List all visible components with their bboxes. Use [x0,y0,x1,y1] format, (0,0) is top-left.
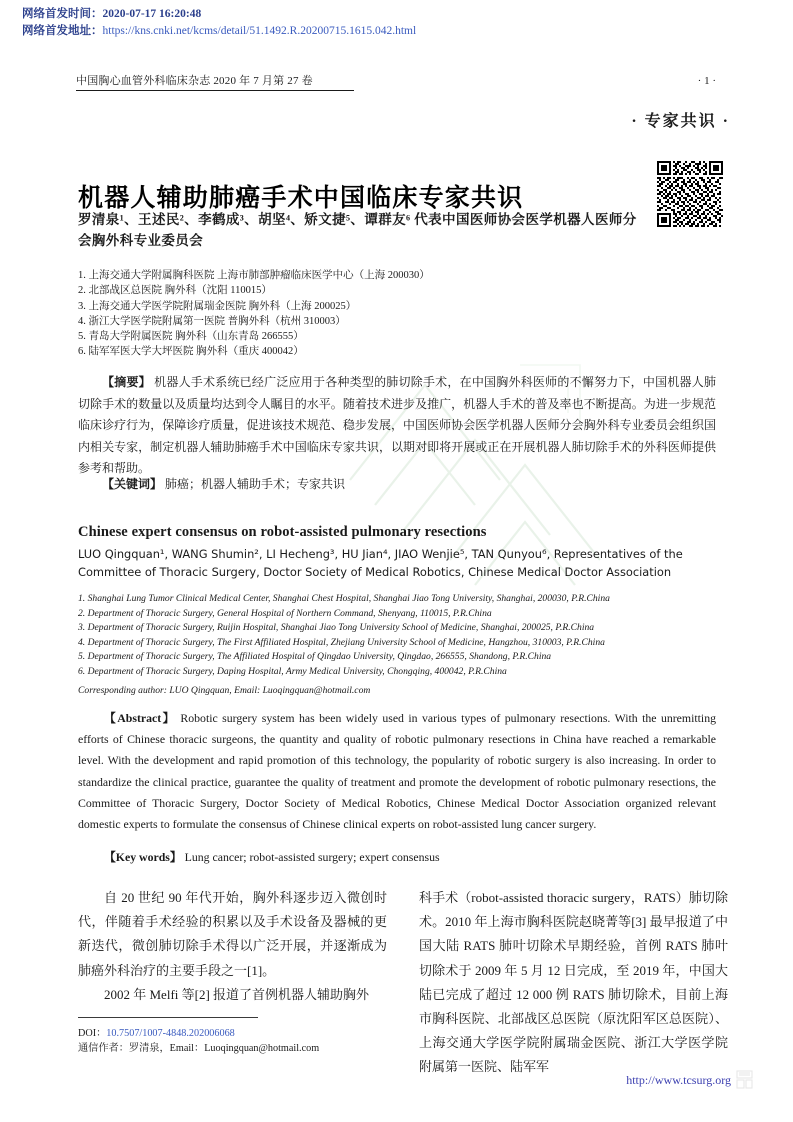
running-head-journal: 中国胸心血管外科临床杂志 2020 年 7 月第 27 卷 [76,75,313,87]
article-title-english: Chinese expert consensus on robot-assisted pulmonary resections [78,524,487,541]
abstract-english-text: Robotic surgery system has been widely used in various types of pulmonary resections. With the unremitting efforts of Chinese thoracic surgeons, the quantity and quality of robotic pulmonary resections in China have reached a remarkable level. With the development and rapid promotion of this technology, the popularity of robotic surgery is also increasing. In order to standardize the clinical practice, guarantee the quality of treatment and promote the development of robotic pulmonary resections, the Committee of Thoracic Surgery, Doctor Society of Medical Robotics, Chinese Medical Doctor Association organized relevant domestic experts to formulate the consensus of Chinese clinical experts on robot-assisted lung cancer surgery. [78,711,717,832]
body-paragraph: 2002 年 Melfi 等[2] 报道了首例机器人辅助胸外 [104,986,370,1002]
keywords-english [78,848,716,865]
doi-label: DOI： [78,1028,107,1039]
article-category-label: · 专家共识 · [631,113,730,130]
body-paragraph: 科手术（robot-assisted thoracic surgery，RATS）肺切除术。2010 年上海市胸科医院赵晓菁等[3] 最早报道了中国大陆 RATS 肺叶切除术早期经验，首例 RATS 肺叶切除术于 2009 年 5 月 12 日完成，至 2019 年，中国大陆已完成了超过 12 000 例 RATS 肺切除术，目前上海市胸科医院、北部战区总医院（原沈阳军区总医院）、上海交通大学医学院附属瑞金医院、浙江大学医学院附属第一医院、陆军军 [419,890,728,1075]
corresponding-author-line [78,1041,438,1056]
corresponding-author-label: 通信作者： [78,1043,129,1054]
running-head [76,72,716,91]
cnki-release-url-line [22,23,762,40]
keywords-chinese [78,474,716,496]
affiliation-item: 5. 青岛大学附属医院 胸外科（山东青岛 266555） [78,331,304,343]
cnki-release-time-value: 2020-07-17 16:20:48 [102,8,202,20]
authors-english: LUO Qingquan¹, WANG Shumin², LI Hecheng³, HU Jian⁴, JIAO Wenjie⁵, TAN Qunyou⁶, Representatives of the Committee of Thoracic Surgery, Doctor Society of Medical Robotics, Chinese Medical Doctor Association [78,547,683,579]
body-column-right [419,886,728,1080]
journal-website-url[interactable]: http://www.tcsurg.org [626,1073,731,1087]
affiliation-item: 2. 北部战区总医院 胸外科（沈阳 110015） [78,285,272,297]
doi-value[interactable]: 10.7507/1007-4848.202006068 [106,1028,235,1039]
article-title-chinese: 机器人辅助肺癌手术中国临床专家共识 [78,182,524,212]
qr-code-icon[interactable] [657,161,723,227]
affiliation-item: 4. 浙江大学医学院附属第一医院 普胸外科（杭州 310003） [78,315,346,327]
affiliation-item: 3. Department of Thoracic Surgery, Ruijin Hospital, Shanghai Jiao Tong University School of Medicine, Shanghai, 200025, P.R.China [78,622,595,634]
affiliation-item: 4. Department of Thoracic Surgery, The First Affiliated Hospital, Zhejiang University School of Medicine, Hangzhou, 310003, P.R.China [78,636,605,648]
affiliation-item: 6. 陆军军医大学大坪医院 胸外科（重庆 400042） [78,346,304,358]
affiliations-english [78,592,728,680]
corresponding-author-value: 罗清泉，Email：Luoqingquan@hotmail.com [128,1043,320,1054]
keywords-english-text: Lung cancer; robot-assisted surgery; expert consensus [184,850,440,864]
affiliation-item: 1. Shanghai Lung Tumor Clinical Medical Center, Shanghai Chest Hospital, Shanghai Jiao Tong University, Shanghai, 200030, P.R.China [78,593,610,604]
abstract-chinese-label: 【摘要】 [102,375,151,389]
abstract-english [78,708,716,835]
footer-metadata [78,1026,438,1056]
abstract-chinese-text: 机器人手术系统已经广泛应用于各种类型的肺切除手术，在中国胸外科医师的不懈努力下，中国机器人肺切除手术的数量以及质量均达到令人瞩目的水平。随着技术进步及推广，机器人手术的普及率也不断提高。为进一步规范临床诊疗行为，保障诊疗质量，促进该技术规范、稳步发展，中国医师协会医学机器人医师分会胸外科专业委员会组织国内相关专家，制定机器人辅助肺癌手术中国临床专家共识，以期对即将开展或正在开展机器人肺切除手术的外科医师提供参考和帮助。 [78,375,717,475]
keywords-chinese-label: 【关键词】 [102,477,163,491]
affiliation-item: 5. Department of Thoracic Surgery, The Affiliated Hospital of Qingdao University, Qingdao, 266555, Shandong, P.R.China [78,651,552,663]
authors-chinese: 罗清泉¹、王述民²、李鹤成³、胡坚⁴、矫文捷⁵、谭群友⁶ 代表中国医师协会医学机器人医师分会胸外科专业委员会 [78,212,637,248]
affiliation-item: 2. Department of Thoracic Surgery, General Hospital of Northern Command, Shenyang, 110015, P.R.China [78,607,492,619]
cnki-release-url-label: 网络首发地址： [22,25,103,37]
corresponding-author-english: Corresponding author: LUO Qingquan, Email: Luoqingquan@hotmail.com [78,685,371,696]
keywords-english-label: 【Key words】 [104,850,182,864]
cnki-release-time-label: 网络首发时间： [22,8,103,20]
journal-seal-icon [736,1070,753,1089]
running-head-rule [76,90,354,91]
cnki-release-time-line [22,6,762,23]
affiliation-item: 3. 上海交通大学医学院附属瑞金医院 胸外科（上海 200025） [78,300,357,312]
doi-line [78,1026,438,1041]
cnki-release-url-value[interactable]: https://kns.cnki.net/kcms/detail/51.1492.R.20200715.1615.042.html [102,25,417,37]
footer-divider [78,1017,258,1018]
cnki-first-release-header [22,6,762,40]
page-number: · 1 · [697,75,716,87]
abstract-english-label: 【Abstract】 [104,711,176,725]
affiliations-chinese [78,268,638,360]
affiliation-item: 6. Department of Thoracic Surgery, Daping Hospital, Army Medical University, Chongqing, 400042, P.R.China [78,665,507,677]
keywords-chinese-text: 肺癌；机器人辅助手术；专家共识 [165,477,346,491]
affiliation-item: 1. 上海交通大学附属胸科医院 上海市肺部肿瘤临床医学中心（上海 200030） [78,270,430,281]
abstract-chinese [78,372,716,480]
body-paragraph: 自 20 世纪 90 年代开始，胸外科逐步迈入微创时代，伴随着手术经验的积累以及手术设备及器械的更新迭代，微创肺切除手术得以广泛开展，并逐渐成为肺癌外科治疗的主要手段之一[1]。 [78,890,387,978]
